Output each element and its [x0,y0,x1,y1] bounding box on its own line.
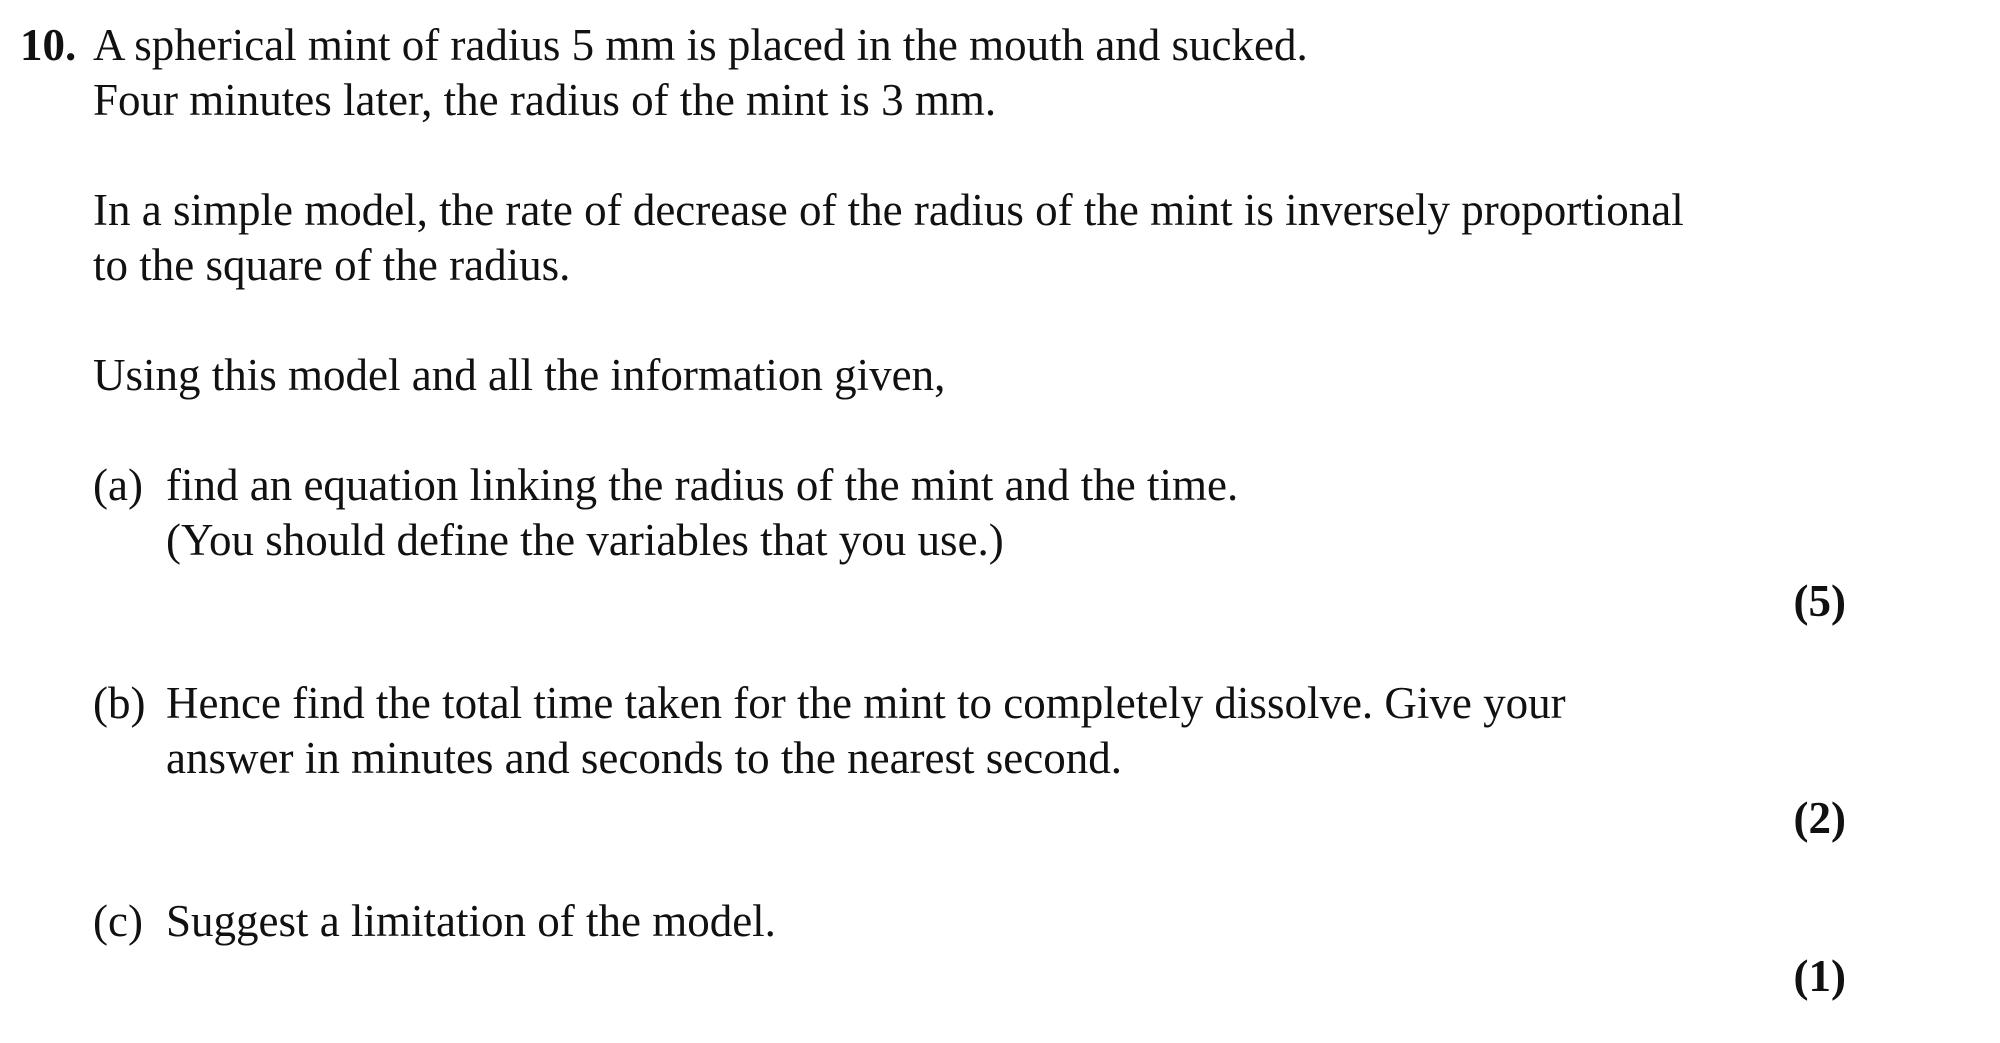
part-c-label: (c) [93,896,143,946]
part-b-line-2: answer in minutes and seconds to the nearest second. [166,733,1122,783]
part-c-line-1: Suggest a limitation of the model. [166,896,776,946]
intro-line-1: A spherical mint of radius 5 mm is placed in the mouth and sucked. [93,20,1308,70]
intro-line-2: Four minutes later, the radius of the mint is 3 mm. [93,75,997,125]
part-b-line-1: Hence find the total time taken for the mint to completely dissolve. Give your [166,678,1566,728]
model-line-1: In a simple model, the rate of decrease of the radius of the mint is inversely proportional [93,185,1684,235]
part-c-marks: (1) [1793,951,1846,1001]
model-line-2: to the square of the radius. [93,240,571,290]
question-number: 10. [20,20,77,70]
part-b-marks: (2) [1793,793,1846,843]
part-a-marks: (5) [1793,576,1846,626]
part-b-label: (b) [93,678,146,728]
part-a-line-2: (You should define the variables that you use.) [166,515,1004,565]
part-a-label: (a) [93,460,143,510]
instruction-line: Using this model and all the information given, [93,350,946,400]
part-a-line-1: find an equation linking the radius of the mint and the time. [166,460,1239,510]
